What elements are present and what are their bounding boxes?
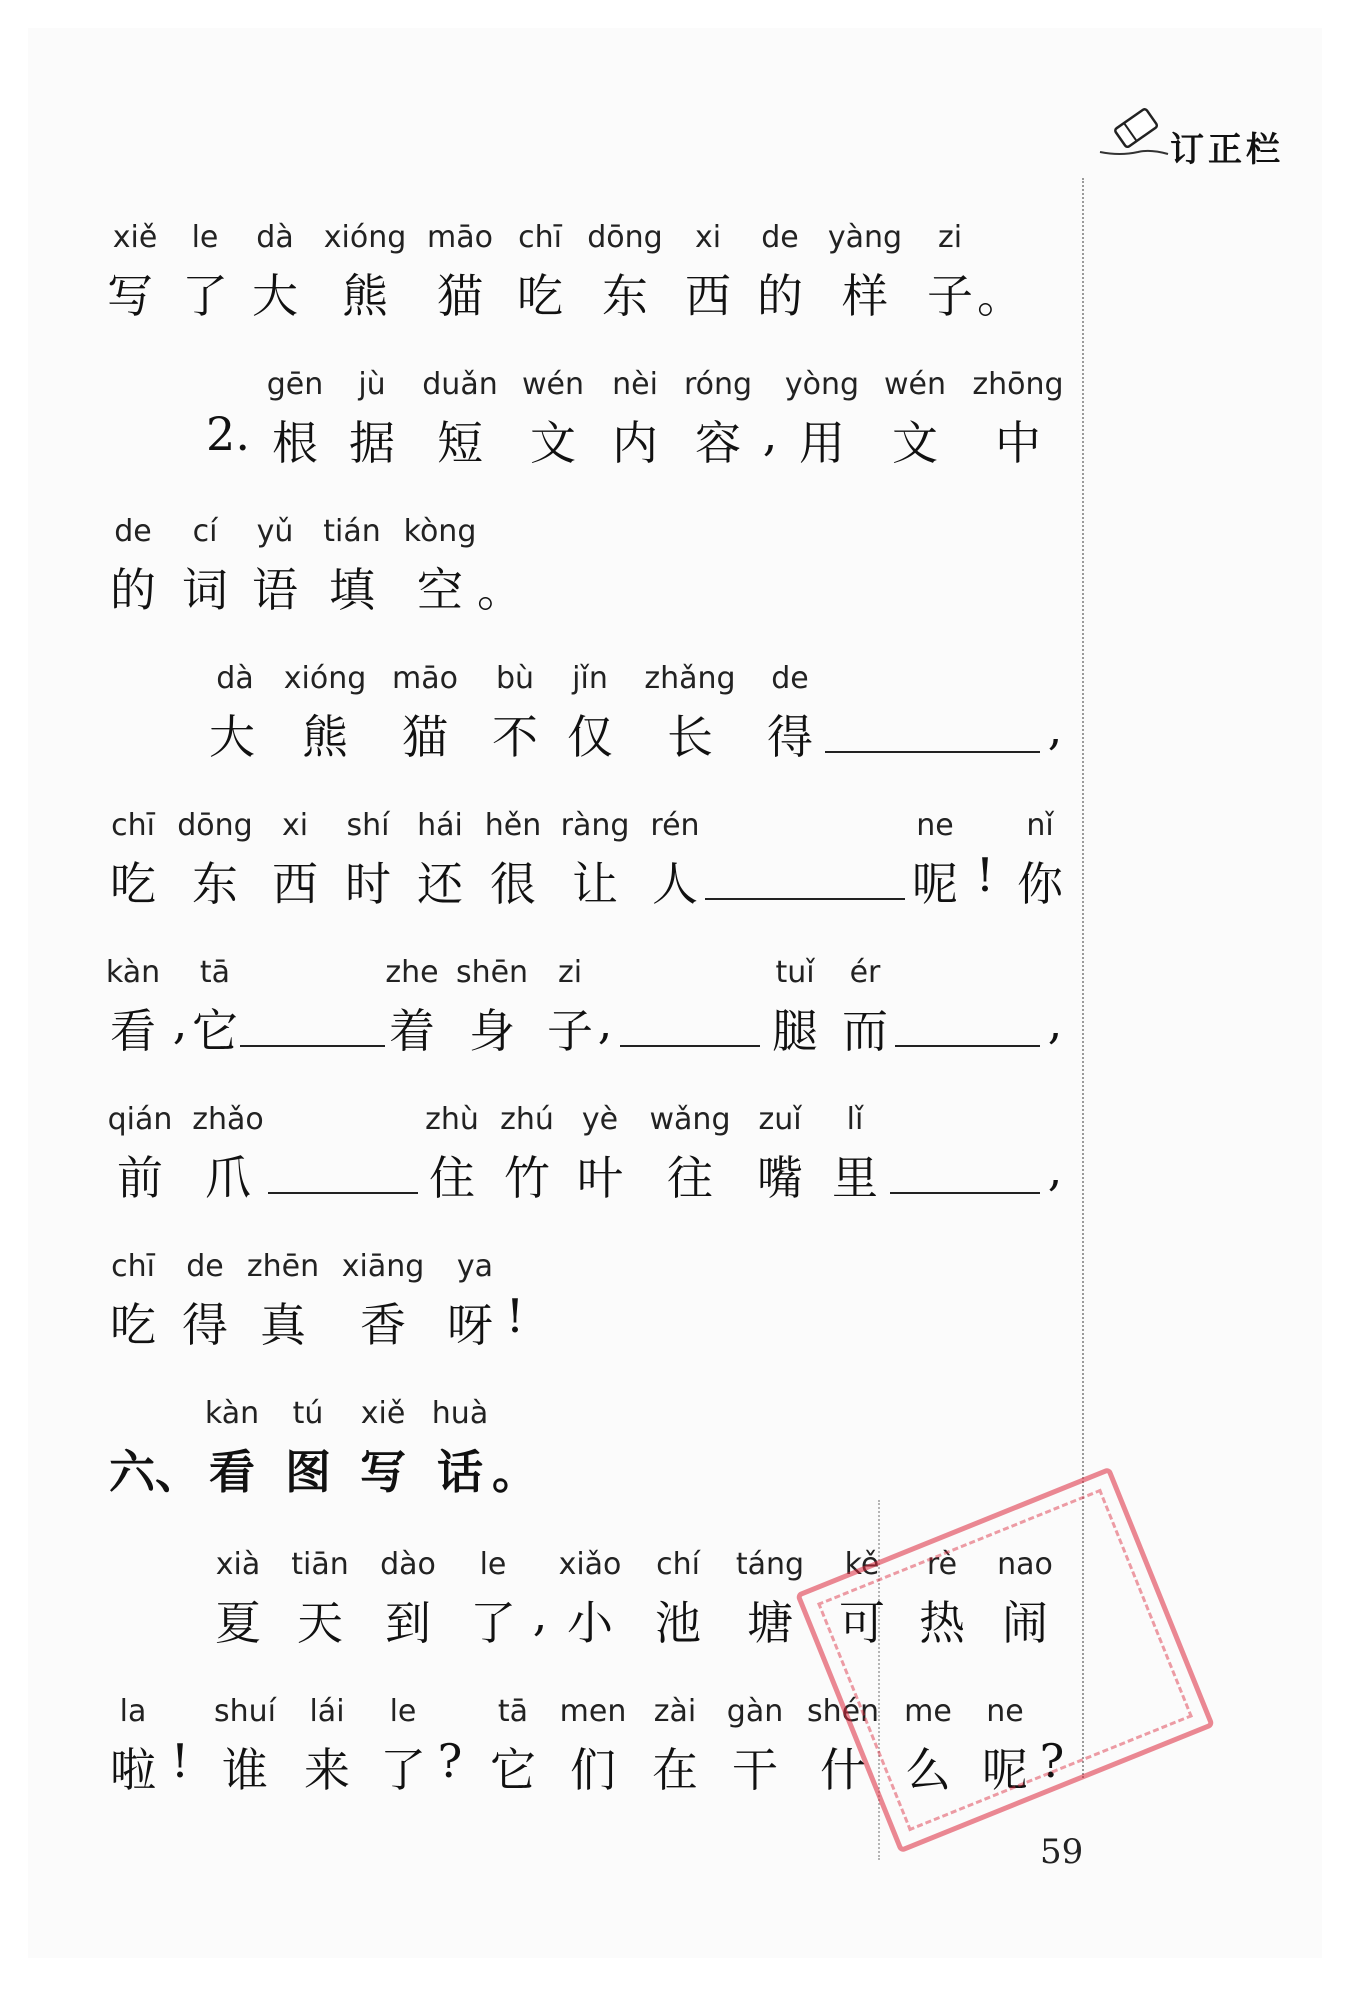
hanzi: 熊 — [342, 269, 388, 323]
pinyin: rén — [650, 808, 700, 843]
pinyin: kòng — [403, 514, 477, 549]
hanzi: 大 — [209, 710, 255, 764]
pinyin: xiě — [360, 1396, 406, 1431]
pinyin: yàng — [827, 220, 903, 255]
hanzi: 时 — [345, 857, 391, 911]
question-number: 2. — [206, 407, 250, 461]
hanzi: 着 — [389, 1004, 435, 1058]
fill-in-blank[interactable] — [240, 1045, 385, 1047]
pinyin: nao — [997, 1547, 1053, 1582]
hanzi: 叶 — [577, 1151, 623, 1205]
hanzi: , — [532, 1587, 548, 1641]
pinyin: xià — [215, 1547, 261, 1582]
pinyin: cí — [192, 514, 218, 549]
pinyin: zhú — [500, 1102, 554, 1137]
pinyin: duǎn — [422, 367, 498, 402]
pinyin: ya — [456, 1249, 494, 1284]
hanzi: 热 — [919, 1596, 965, 1650]
hanzi: 呢 — [912, 857, 958, 911]
pinyin: huà — [431, 1396, 489, 1431]
pinyin: māo — [427, 220, 493, 255]
hanzi: 仅 — [567, 710, 613, 764]
hanzi: 到 — [385, 1596, 431, 1650]
hanzi: 猫 — [402, 710, 448, 764]
pinyin: kàn — [204, 1396, 260, 1431]
pinyin: wén — [521, 367, 585, 402]
pinyin: lǐ — [846, 1102, 864, 1137]
hanzi: 中 — [995, 416, 1041, 470]
pinyin: zhēn — [246, 1249, 320, 1284]
hanzi: 熊 — [302, 710, 348, 764]
hanzi: 夏 — [215, 1596, 261, 1650]
hanzi: 人 — [652, 857, 698, 911]
hanzi: 它 — [490, 1743, 536, 1797]
pinyin: nǐ — [1026, 808, 1054, 843]
pinyin: zhǎo — [192, 1102, 264, 1137]
pinyin: ràng — [560, 808, 630, 843]
hanzi: 了 — [182, 269, 228, 323]
pinyin: xióng — [283, 661, 367, 696]
hanzi: 的 — [110, 563, 156, 617]
hanzi: 文 — [530, 416, 576, 470]
pinyin: kàn — [105, 955, 161, 990]
pinyin: dōng — [587, 220, 663, 255]
fill-in-blank[interactable] — [890, 1192, 1040, 1194]
hanzi: 么 — [905, 1743, 951, 1797]
hanzi: , — [1047, 1142, 1063, 1196]
hanzi: 填 — [329, 563, 375, 617]
pinyin: xiāng — [341, 1249, 425, 1284]
pinyin: wén — [883, 367, 947, 402]
pinyin: bù — [495, 661, 535, 696]
hanzi: 吃 — [110, 1298, 156, 1352]
hanzi: 。 — [477, 563, 523, 617]
pinyin: chí — [656, 1547, 700, 1582]
hanzi: 啦 — [110, 1743, 156, 1797]
hanzi: 前 — [117, 1151, 163, 1205]
pinyin: zi — [937, 220, 963, 255]
hanzi: 吃 — [517, 269, 563, 323]
hanzi: 天 — [297, 1596, 343, 1650]
pinyin: de — [771, 661, 809, 696]
hanzi: 了 — [380, 1743, 426, 1797]
hanzi: 子 — [547, 1004, 593, 1058]
hanzi: 而 — [842, 1004, 888, 1058]
pinyin: hěn — [484, 808, 542, 843]
pinyin: tā — [199, 955, 231, 990]
pinyin: xi — [281, 808, 309, 843]
hanzi: 东 — [192, 857, 238, 911]
hanzi: 腿 — [772, 1004, 818, 1058]
hanzi: ! — [505, 1289, 525, 1343]
fill-in-blank[interactable] — [895, 1045, 1040, 1047]
hanzi: 塘 — [747, 1596, 793, 1650]
pinyin: xi — [694, 220, 722, 255]
hanzi: 吃 — [110, 857, 156, 911]
hanzi: 猫 — [437, 269, 483, 323]
pinyin: tiān — [291, 1547, 349, 1582]
hanzi: 写 — [107, 269, 153, 323]
pinyin: yǔ — [256, 514, 294, 549]
hanzi: , — [1047, 995, 1063, 1049]
hanzi: 什 — [820, 1743, 866, 1797]
pinyin: rè — [926, 1547, 958, 1582]
hanzi: 身 — [469, 1004, 515, 1058]
pinyin: ne — [986, 1694, 1024, 1729]
pinyin: hái — [417, 808, 463, 843]
pinyin: ne — [916, 808, 954, 843]
pinyin: jù — [358, 367, 386, 402]
hanzi: 很 — [490, 857, 536, 911]
pinyin: dào — [380, 1547, 436, 1582]
pinyin: táng — [735, 1547, 805, 1582]
pinyin: dōng — [177, 808, 253, 843]
pinyin: chī — [518, 220, 562, 255]
pinyin: qián — [107, 1102, 173, 1137]
hanzi: 小 — [567, 1596, 613, 1650]
page-number: 59 — [1040, 1832, 1084, 1872]
hanzi: , — [762, 407, 778, 461]
hanzi: 住 — [429, 1151, 475, 1205]
pinyin: shén — [806, 1694, 880, 1729]
pinyin: lái — [309, 1694, 345, 1729]
pinyin: zhōng — [972, 367, 1064, 402]
hanzi: 西 — [272, 857, 318, 911]
pinyin: zi — [557, 955, 583, 990]
pinyin: yòng — [784, 367, 860, 402]
pinyin: gàn — [726, 1694, 784, 1729]
pinyin: chī — [111, 808, 155, 843]
hanzi: 呢 — [982, 1743, 1028, 1797]
pinyin: róng — [683, 367, 753, 402]
hanzi: 看 — [110, 1004, 156, 1058]
hanzi: ! — [170, 1734, 190, 1788]
pinyin: zuǐ — [758, 1102, 802, 1137]
pinyin: zài — [653, 1694, 697, 1729]
fill-in-blank[interactable] — [620, 1045, 760, 1047]
hanzi: 的 — [757, 269, 803, 323]
hanzi: 来 — [304, 1743, 350, 1797]
hanzi: ! — [975, 848, 995, 902]
pinyin: shuí — [214, 1694, 276, 1729]
pinyin: zhǎng — [644, 661, 736, 696]
hanzi: 样 — [842, 269, 888, 323]
fill-in-blank[interactable] — [268, 1192, 418, 1194]
pinyin: de — [114, 514, 152, 549]
pinyin: jǐn — [572, 661, 608, 696]
hanzi: 短 — [437, 416, 483, 470]
hanzi: 根 — [272, 416, 318, 470]
pinyin: tián — [323, 514, 381, 549]
pinyin: la — [119, 1694, 147, 1729]
hanzi: ? — [437, 1734, 463, 1788]
pinyin: xiě — [112, 220, 158, 255]
hanzi: 西 — [685, 269, 731, 323]
pinyin: me — [904, 1694, 952, 1729]
hanzi: 内 — [612, 416, 658, 470]
hanzi: 谁 — [222, 1743, 268, 1797]
hanzi: 在 — [652, 1743, 698, 1797]
hanzi: 容 — [695, 416, 741, 470]
fill-in-blank[interactable] — [705, 898, 905, 900]
hanzi: 池 — [655, 1596, 701, 1650]
hanzi: 还 — [417, 857, 463, 911]
correction-column-header — [1090, 100, 1320, 170]
pinyin: gēn — [266, 367, 324, 402]
pinyin: tuǐ — [775, 955, 815, 990]
pinyin: le — [191, 220, 219, 255]
hanzi: ? — [1039, 1734, 1065, 1788]
pinyin: dà — [256, 220, 294, 255]
hanzi: , — [1047, 701, 1063, 755]
hanzi: 空 — [417, 563, 463, 617]
hanzi: 文 — [892, 416, 938, 470]
pinyin: le — [389, 1694, 417, 1729]
hanzi: 子 — [927, 269, 973, 323]
pinyin: xiǎo — [558, 1547, 622, 1582]
hanzi: 你 — [1017, 857, 1063, 911]
pinyin: chī — [111, 1249, 155, 1284]
hanzi: 东 — [602, 269, 648, 323]
pinyin: nèi — [612, 367, 658, 402]
hanzi: 据 — [349, 416, 395, 470]
hanzi: 写 — [360, 1445, 406, 1499]
hanzi: 嘴 — [757, 1151, 803, 1205]
pinyin: de — [186, 1249, 224, 1284]
eraser-icon — [1090, 100, 1170, 170]
hanzi: 图 — [285, 1445, 331, 1499]
hanzi: 。 — [977, 269, 1023, 323]
hanzi: 竹 — [504, 1151, 550, 1205]
hanzi: 得 — [182, 1298, 228, 1352]
hanzi: 大 — [252, 269, 298, 323]
hanzi: 语 — [252, 563, 298, 617]
hanzi: 了 — [470, 1596, 516, 1650]
hanzi: 让 — [572, 857, 618, 911]
hanzi: , — [172, 995, 188, 1049]
pinyin: kě — [844, 1547, 880, 1582]
hanzi: 它 — [192, 1004, 238, 1058]
pinyin: zhe — [385, 955, 439, 990]
pinyin: xióng — [323, 220, 407, 255]
pinyin: māo — [392, 661, 458, 696]
section-number: 六、 — [109, 1445, 201, 1499]
hanzi: 里 — [832, 1151, 878, 1205]
hanzi: 闹 — [1002, 1596, 1048, 1650]
pinyin: tú — [292, 1396, 324, 1431]
hanzi: 话 — [437, 1445, 483, 1499]
pinyin: yè — [581, 1102, 619, 1137]
pinyin: zhù — [425, 1102, 479, 1137]
hanzi: 可 — [839, 1596, 885, 1650]
pinyin: de — [761, 220, 799, 255]
hanzi: 干 — [732, 1743, 778, 1797]
hanzi: 呀 — [447, 1298, 493, 1352]
pinyin: shí — [346, 808, 390, 843]
hanzi: 们 — [570, 1743, 616, 1797]
hanzi: 往 — [667, 1151, 713, 1205]
pinyin: dà — [216, 661, 254, 696]
pinyin: le — [479, 1547, 507, 1582]
hanzi: 爪 — [205, 1151, 251, 1205]
pinyin: wǎng — [649, 1102, 731, 1137]
hanzi: 看 — [209, 1445, 255, 1499]
hanzi: , — [597, 995, 613, 1049]
correction-column-label: 订正栏 — [1170, 130, 1284, 170]
pinyin: ér — [849, 955, 881, 990]
hanzi: 得 — [767, 710, 813, 764]
hanzi: 用 — [799, 416, 845, 470]
pinyin: men — [559, 1694, 627, 1729]
hanzi: 不 — [492, 710, 538, 764]
fill-in-blank[interactable] — [825, 751, 1040, 753]
hanzi: 词 — [182, 563, 228, 617]
hanzi: 长 — [667, 710, 713, 764]
pinyin: shēn — [455, 955, 529, 990]
hanzi: 真 — [260, 1298, 306, 1352]
hanzi: 香 — [360, 1298, 406, 1352]
hanzi: 。 — [492, 1445, 538, 1499]
pinyin: tā — [497, 1694, 529, 1729]
